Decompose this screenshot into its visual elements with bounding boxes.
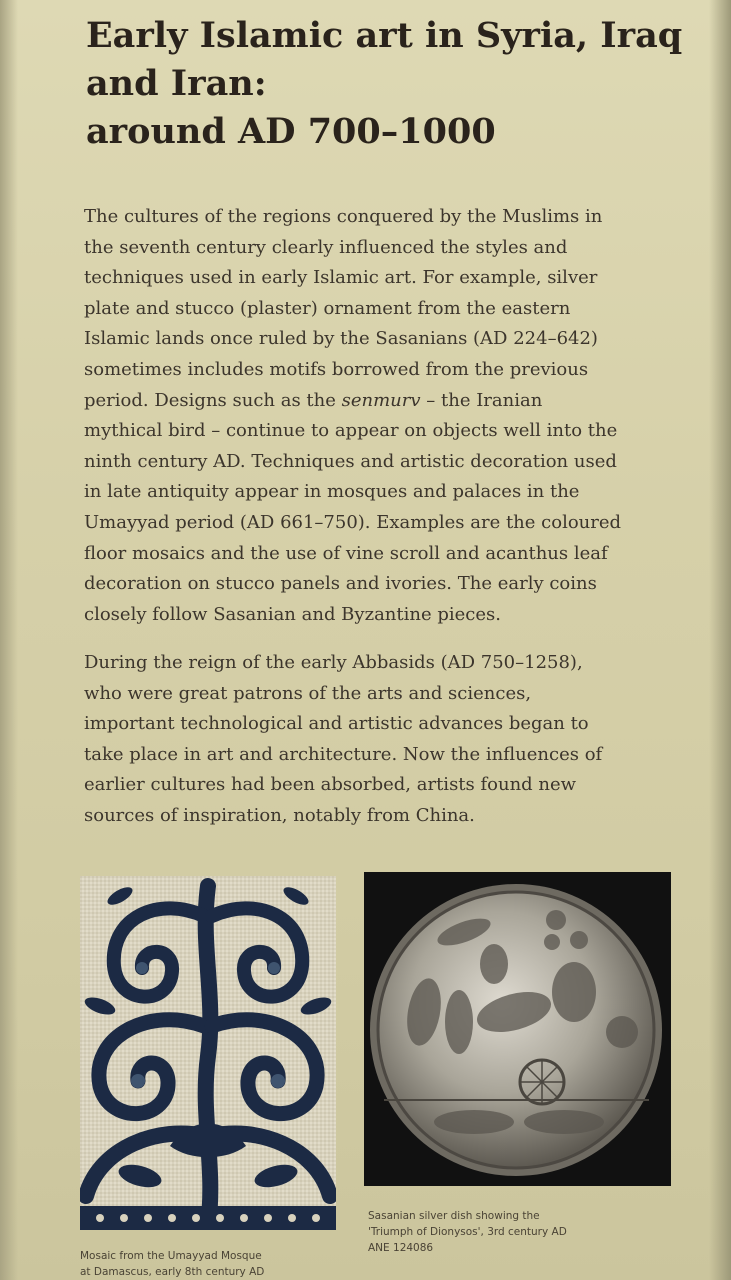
text-line: decoration on stucco panels and ivories. The early coins — [84, 573, 597, 595]
text-line: sources of inspiration, notably from China. — [84, 804, 475, 826]
text-line: Umayyad period (AD 661–750). Examples are the coloured — [84, 511, 622, 533]
mosaic-vine-scroll-pattern — [80, 876, 336, 1230]
text-line: in late antiquity appear in mosques and palaces in the — [84, 481, 580, 503]
paragraph-1 — [84, 202, 664, 630]
caption-line: Sasanian silver dish showing the — [368, 1210, 540, 1222]
panel-title — [86, 12, 686, 156]
text-fragment: period. Designs such as the — [84, 389, 336, 411]
panel-right-shadow — [709, 0, 731, 1280]
text-line: the seventh century clearly influenced the styles and — [84, 236, 568, 258]
text-line: who were great patrons of the arts and sciences, — [84, 682, 532, 704]
caption-line: at Damascus, early 8th century AD — [80, 1266, 265, 1278]
text-line: During the reign of the early Abbasids (AD 750–1258), — [84, 652, 583, 673]
text-line: ninth century AD. Techniques and artistic decoration used — [84, 450, 617, 472]
dish-caption — [368, 1208, 567, 1256]
caption-line: ANE 124086 — [368, 1242, 434, 1254]
text-line: sometimes includes motifs borrowed from the previous — [84, 358, 589, 380]
text-fragment: – the Iranian — [420, 389, 543, 411]
mosaic-photo — [80, 876, 336, 1230]
senmurv-term: senmurv — [341, 389, 421, 411]
text-line: The cultures of the regions conquered by the Muslims in — [84, 206, 603, 227]
title-line: Early Islamic art in Syria, Iraq — [86, 15, 683, 56]
text-line: mythical bird – continue to appear on objects well into the — [84, 420, 618, 442]
text-line: earlier cultures had been absorbed, artists found new — [84, 774, 577, 796]
text-line: Islamic lands once ruled by the Sasanians (AD 224–642) — [84, 328, 598, 350]
text-line — [84, 386, 664, 417]
text-line: take place in art and architecture. Now the influences of — [84, 743, 603, 765]
text-line: floor mosaics and the use of vine scroll and acanthus leaf — [84, 542, 608, 564]
mosaic-caption — [80, 1248, 264, 1280]
text-line: closely follow Sasanian and Byzantine pieces. — [84, 603, 501, 625]
caption-line: Mosaic from the Umayyad Mosque — [80, 1250, 262, 1262]
title-line: around AD 700–1000 — [86, 111, 496, 152]
silver-dish-illustration — [364, 872, 671, 1186]
title-line: and Iran: — [86, 63, 267, 104]
paragraph-2 — [84, 648, 664, 832]
text-line: plate and stucco (plaster) ornament from the eastern — [84, 297, 571, 319]
caption-line: 'Triumph of Dionysos', 3rd century AD — [368, 1226, 567, 1238]
silver-dish-photo — [364, 872, 671, 1186]
text-line: important technological and artistic advances began to — [84, 713, 589, 735]
text-line: techniques used in early Islamic art. For example, silver — [84, 267, 598, 289]
panel-left-shadow — [0, 0, 18, 1280]
